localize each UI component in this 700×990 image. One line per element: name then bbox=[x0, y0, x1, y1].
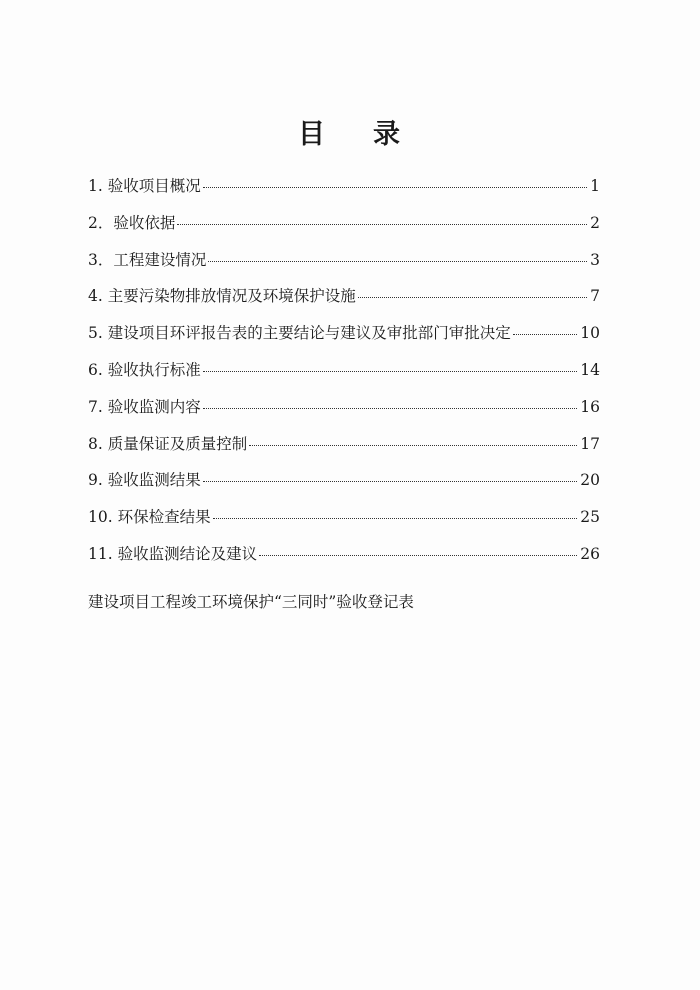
dot-leader bbox=[358, 297, 587, 298]
toc-title-char-2: 录 bbox=[373, 119, 402, 150]
toc-entry-page-number: 7 bbox=[590, 287, 600, 306]
toc-appendix-entry: 建设项目工程竣工环境保护“三同时”验收登记表 bbox=[88, 593, 414, 611]
toc-title bbox=[0, 112, 700, 151]
toc-entry bbox=[88, 395, 600, 432]
toc-entry bbox=[88, 284, 600, 321]
toc-entry-page-number: 1 bbox=[590, 177, 600, 195]
toc-entry bbox=[88, 505, 600, 542]
dot-leader bbox=[177, 224, 587, 225]
toc-entry-page-number: 26 bbox=[580, 544, 600, 563]
toc-entry-label: 7. 验收监测内容 bbox=[88, 397, 201, 416]
toc-entry-page-number: 20 bbox=[580, 471, 600, 490]
toc-entry bbox=[88, 248, 600, 285]
dot-leader bbox=[259, 555, 577, 556]
toc-entry-label: 8. 质量保证及质量控制 bbox=[88, 434, 248, 453]
toc-entry bbox=[88, 468, 600, 505]
dot-leader bbox=[203, 187, 587, 188]
toc-entry-label: 5. 建设项目环评报告表的主要结论与建议及审批部门审批决定 bbox=[88, 324, 511, 343]
dot-leader bbox=[513, 334, 578, 335]
toc-entry-page-number: 17 bbox=[580, 434, 600, 453]
toc-entry-page-number: 2 bbox=[590, 213, 600, 232]
dot-leader bbox=[213, 518, 578, 519]
table-of-contents bbox=[88, 174, 600, 579]
toc-entry-label: 1. 验收项目概况 bbox=[88, 177, 201, 195]
dot-leader bbox=[203, 408, 578, 409]
toc-entry bbox=[88, 174, 600, 211]
toc-entry-label: 2．验收依据 bbox=[88, 213, 176, 232]
dot-leader bbox=[203, 481, 578, 482]
dot-leader bbox=[249, 445, 577, 446]
toc-entry-page-number: 16 bbox=[580, 397, 600, 416]
toc-entry-label: 6. 验收执行标准 bbox=[88, 360, 201, 379]
toc-entry-label: 9. 验收监测结果 bbox=[88, 471, 201, 490]
toc-entry-label: 4. 主要污染物排放情况及环境保护设施 bbox=[88, 287, 356, 306]
toc-entry-page-number: 25 bbox=[580, 508, 600, 527]
toc-entry bbox=[88, 321, 600, 358]
toc-entry-page-number: 14 bbox=[580, 360, 600, 379]
toc-entry-label: 11. 验收监测结论及建议 bbox=[88, 544, 258, 563]
dot-leader bbox=[203, 371, 578, 372]
toc-entry bbox=[88, 542, 600, 579]
toc-entry-label: 3．工程建设情况 bbox=[88, 250, 207, 269]
toc-entry bbox=[88, 358, 600, 395]
toc-entry bbox=[88, 211, 600, 248]
toc-entry-label: 10. 环保检查结果 bbox=[88, 508, 211, 527]
toc-entry-page-number: 10 bbox=[580, 324, 600, 343]
dot-leader bbox=[208, 261, 587, 262]
toc-title-char-1: 目 bbox=[298, 119, 327, 150]
toc-entry-page-number: 3 bbox=[590, 250, 600, 269]
toc-entry bbox=[88, 432, 600, 469]
